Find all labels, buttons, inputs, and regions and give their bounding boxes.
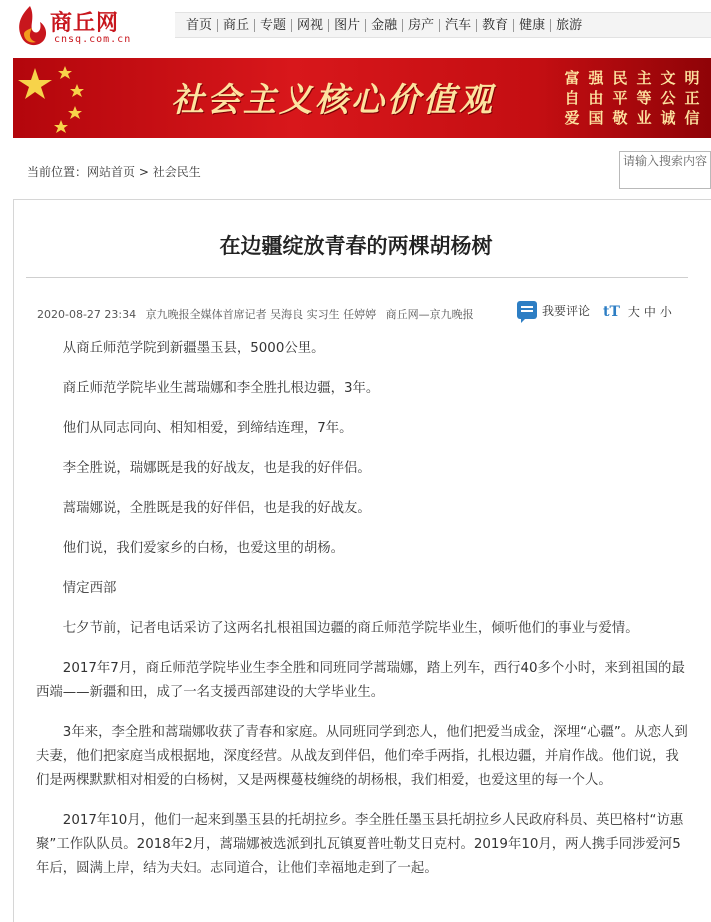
article-container: [13, 199, 711, 922]
nav-item-travel[interactable]: 旅游: [556, 17, 583, 33]
nav-item-education[interactable]: 教育: [477, 19, 514, 32]
article-paragraph: 他们说，我们爱家乡的白杨，也爱这里的胡杨。: [62, 541, 344, 556]
breadcrumb: [27, 163, 201, 180]
nav-item-topics[interactable]: 专题: [255, 19, 292, 32]
nav-item-finance[interactable]: 金融: [366, 19, 403, 32]
article-paragraph: 李全胜说，瑞娜既是我的好战友，也是我的好伴侣。: [62, 461, 371, 476]
title-divider: [26, 277, 688, 278]
breadcrumb-prefix: 当前位置：: [27, 165, 88, 179]
comment-bubble-icon: [517, 301, 537, 319]
article-author: 京九晚报全媒体首席记者 吴海良 实习生 任婷婷: [145, 308, 377, 321]
value-char: 平: [612, 89, 628, 107]
value-char: 强: [588, 69, 604, 87]
article-date: 2020-08-27 23:34: [37, 308, 137, 321]
value-char: 业: [636, 109, 652, 127]
value-char: 文: [660, 69, 676, 87]
article-subheading: 情定西部: [62, 581, 117, 596]
article-paragraph: 2017年10月，他们一起来到墨玉县的托胡拉乡。李全胜任墨玉县托胡拉乡人民政府科员、英巴格村“访惠聚”工作队队员。2018年2月，蒿瑞娜被选派到扎瓦镇夏普吐勒艾日克村。2019年10月，两人携手同涉爱河5年后，圆满上岸，结为夫妇。志同道合，让他们幸福地走到了一起。: [36, 813, 684, 876]
article-title: 在边疆绽放青春的两棵胡杨树: [219, 233, 493, 258]
value-char: 富: [564, 69, 580, 87]
nav-item-auto[interactable]: 汽车: [440, 19, 477, 32]
nav-item-realestate[interactable]: 房产: [403, 19, 440, 32]
font-size-small[interactable]: 小: [659, 305, 672, 319]
value-char: 诚: [660, 109, 676, 127]
font-size-icon: tT: [603, 303, 620, 320]
core-values-grid: [561, 68, 703, 128]
article-paragraph: 2017年7月，商丘师范学院毕业生李全胜和同班同学蒿瑞娜，踏上列车，西行40多个小时，来到祖国的最西端——新疆和田，成了一名支援西部建设的大学毕业生。: [36, 661, 685, 700]
banner-slogan: 社会主义核心价值观: [171, 80, 495, 119]
article-meta: [37, 306, 480, 322]
search-input[interactable]: [619, 151, 711, 189]
nav-item-video[interactable]: 网视: [292, 19, 329, 32]
value-char: 自: [564, 89, 580, 107]
nav-item-home[interactable]: 首页: [181, 19, 218, 32]
comment-label: 我要评论: [542, 303, 591, 318]
value-char: 国: [588, 109, 604, 127]
nav-item-health[interactable]: 健康: [514, 19, 551, 32]
article-paragraph: 从商丘师范学院到新疆墨玉县，5000公里。: [62, 341, 325, 356]
value-char: 信: [684, 109, 700, 127]
article-body: [36, 337, 692, 897]
font-size-large[interactable]: 大: [627, 305, 640, 319]
core-values-banner: [13, 58, 711, 138]
nav-item-photos[interactable]: 图片: [329, 19, 366, 32]
flag-stars-icon: [13, 58, 133, 138]
site-logo[interactable]: [14, 4, 144, 48]
value-char: 主: [636, 69, 652, 87]
site-name: 商丘网: [50, 11, 120, 36]
breadcrumb-section-link[interactable]: 社会民生: [152, 165, 201, 179]
article-source: 商丘网—京九晚报: [385, 308, 474, 321]
value-char: 明: [684, 69, 700, 87]
article-paragraph: 他们从同志同向、相知相爱，到缔结连理，7年。: [62, 421, 353, 436]
flame-logo-icon: [14, 4, 48, 48]
value-char: 等: [636, 89, 652, 107]
article-paragraph: 商丘师范学院毕业生蒿瑞娜和李全胜扎根边疆，3年。: [62, 381, 380, 396]
article-paragraph: 七夕节前，记者电话采访了这两名扎根祖国边疆的商丘师范学院毕业生，倾听他们的事业与爱情。: [62, 621, 639, 636]
value-char: 公: [660, 89, 676, 107]
font-size-medium[interactable]: 中: [643, 305, 656, 319]
value-char: 正: [684, 89, 700, 107]
breadcrumb-separator: >: [135, 165, 153, 179]
breadcrumb-home-link[interactable]: 网站首页: [87, 165, 136, 179]
article-paragraph: 蒿瑞娜说，全胜既是我的好伴侣，也是我的好战友。: [62, 501, 371, 516]
value-char: 爱: [564, 109, 580, 127]
main-nav: [175, 12, 711, 38]
value-char: 民: [612, 69, 628, 87]
site-header: [0, 0, 711, 52]
value-char: 由: [588, 89, 604, 107]
site-domain: cnsq.com.cn: [54, 34, 132, 45]
article-paragraph: 3年来，李全胜和蒿瑞娜收获了青春和家庭。从同班同学到恋人，他们把爱当成金，深埋“心疆”。从恋人到夫妻，他们把家庭当成根据地，深度经营。从战友到伴侣，他们牵手两指，扎根边疆，并肩作战。他们说，我们是两棵默默相对相爱的白杨树，又是两棵蔓枝缠绕的胡杨根，我们相爱，也爱这里的每一个人。: [36, 725, 688, 788]
value-char: 敬: [612, 109, 628, 127]
font-size-switcher: [603, 303, 676, 320]
comment-button[interactable]: [517, 301, 590, 319]
nav-item-shangqiu[interactable]: 商丘: [218, 19, 255, 32]
